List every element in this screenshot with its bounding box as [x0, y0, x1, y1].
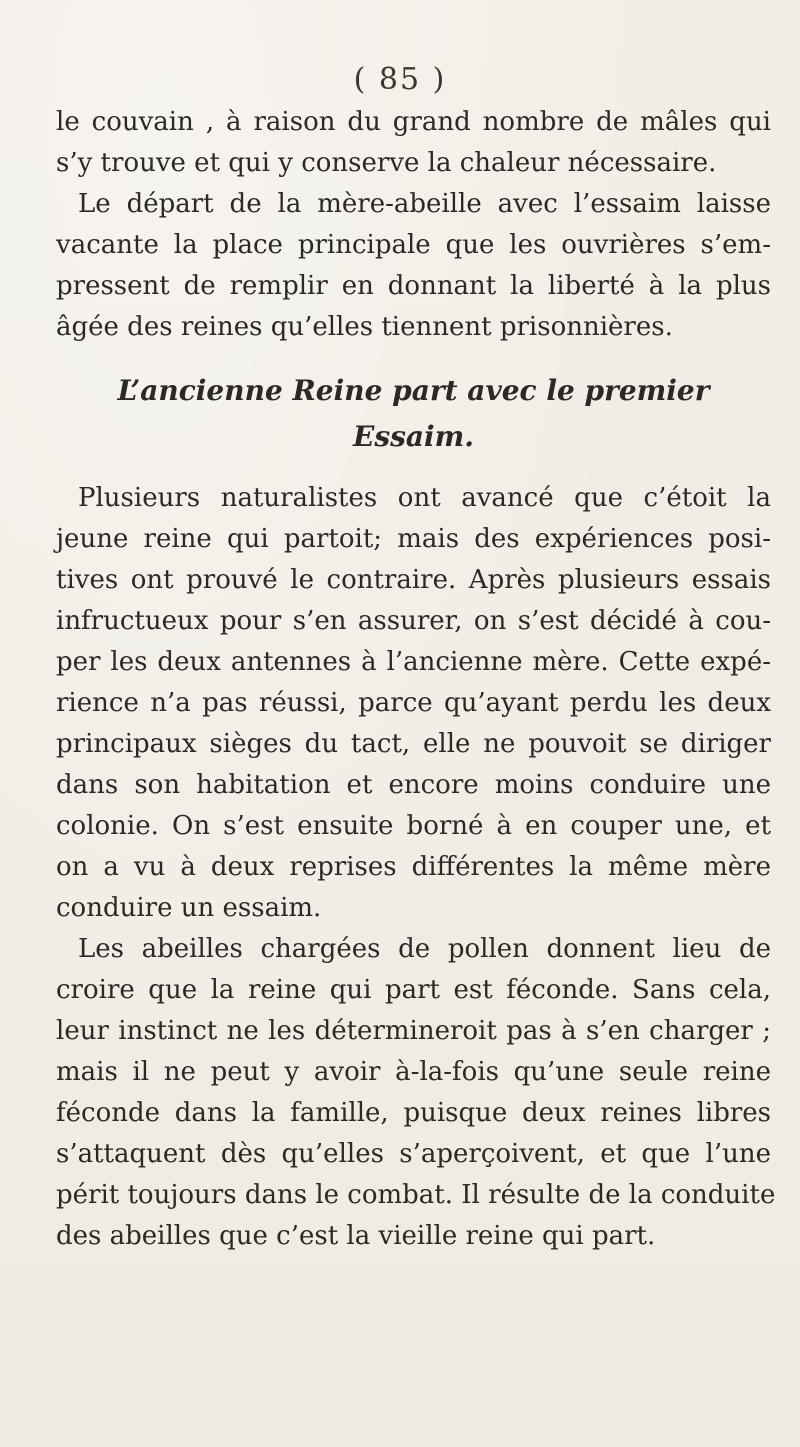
- section-heading: [56, 368, 771, 460]
- text-line: s’y trouve et qui y conserve la chaleur nécessaire.: [56, 148, 717, 178]
- text-line: vacante la place principale que les ouvrières s’em-: [56, 230, 771, 260]
- paragraph: [56, 184, 771, 348]
- text-line: Plusieurs naturalistes ont avancé que c’étoit la: [78, 483, 771, 513]
- text-line: infructueux pour s’en assurer, on s’est décidé à cou-: [56, 606, 771, 636]
- text-line: âgée des reines qu’elles tiennent prisonnières.: [56, 312, 673, 342]
- text-line: jeune reine qui partoit; mais des expériences posi-: [56, 524, 771, 554]
- text-line: Le départ de la mère-abeille avec l’essaim laisse: [78, 189, 771, 219]
- text-line: périt toujours dans le combat. Il résulte de la conduite: [56, 1180, 776, 1210]
- text-line: s’attaquent dès qu’elles s’aperçoivent, et que l’une: [56, 1139, 771, 1169]
- text-line: colonie. On s’est ensuite borné à en couper une, et: [56, 811, 771, 841]
- section-heading-line: L’ancienne Reine part avec le premier: [117, 374, 710, 407]
- body-text: [56, 102, 776, 1257]
- section-heading-line: Essaim.: [352, 420, 475, 453]
- text-line: féconde dans la famille, puisque deux reines libres: [56, 1098, 771, 1128]
- text-line: tives ont prouvé le contraire. Après plusieurs essais: [56, 565, 771, 595]
- text-line: des abeilles que c’est la vieille reine qui part.: [56, 1221, 656, 1251]
- text-line: dans son habitation et encore moins conduire une: [56, 770, 771, 800]
- text-line: Les abeilles chargées de pollen donnent lieu de: [78, 934, 771, 964]
- text-line: mais il ne peut y avoir à-la-fois qu’une seule reine: [56, 1057, 771, 1087]
- text-line: croire que la reine qui part est féconde. Sans cela,: [56, 975, 771, 1005]
- text-line: le couvain , à raison du grand nombre de mâles qui: [56, 107, 771, 137]
- page-number: ( 85 ): [353, 62, 447, 97]
- text-line: pressent de remplir en donnant la liberté à la plus: [56, 271, 771, 301]
- text-line: rience n’a pas réussi, parce qu’ayant perdu les deux: [56, 688, 771, 718]
- paragraph-continuation: [56, 102, 771, 184]
- text-line: on a vu à deux reprises différentes la même mère: [56, 852, 771, 882]
- paragraph: [56, 929, 776, 1257]
- text-line: conduire un essaim.: [56, 893, 322, 923]
- text-line: per les deux antennes à l’ancienne mère. Cette expé-: [56, 647, 771, 677]
- text-line: leur instinct ne les détermineroit pas à s’en charger ;: [56, 1016, 771, 1046]
- text-line: principaux sièges du tact, elle ne pouvoit se diriger: [56, 729, 771, 759]
- paragraph: [56, 478, 771, 929]
